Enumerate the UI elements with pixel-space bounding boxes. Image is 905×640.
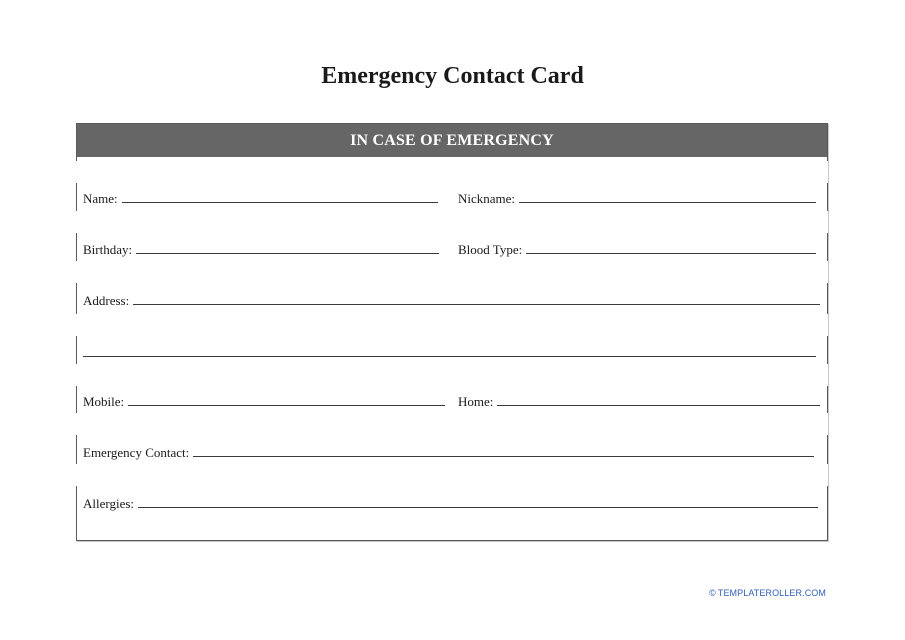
name-label: Name: [83, 191, 118, 206]
birthday-field[interactable] [83, 242, 439, 258]
mobile-field[interactable] [83, 394, 445, 410]
birthday-line[interactable] [136, 243, 439, 254]
name-line[interactable] [122, 192, 438, 203]
card-header: IN CASE OF EMERGENCY [77, 124, 827, 157]
birthday-label: Birthday: [83, 242, 133, 257]
footer-link[interactable]: TEMPLATEROLLER.COM [717, 588, 826, 598]
address-field[interactable] [83, 293, 820, 309]
blood-type-field[interactable] [458, 242, 816, 258]
allergies-field[interactable] [83, 496, 818, 512]
blood-type-label: Blood Type: [458, 242, 523, 257]
address-label: Address: [83, 293, 130, 308]
home-line[interactable] [497, 395, 820, 406]
nickname-line[interactable] [519, 192, 816, 203]
emergency-contact-line[interactable] [193, 446, 814, 457]
blood-type-line[interactable] [526, 243, 816, 254]
footer-credit[interactable] [709, 588, 826, 598]
home-label: Home: [458, 394, 494, 409]
address-line-2[interactable] [83, 346, 816, 357]
emergency-card [76, 123, 828, 541]
mobile-line[interactable] [128, 395, 445, 406]
address-line[interactable] [133, 294, 820, 305]
nickname-field[interactable] [458, 191, 816, 207]
allergies-line[interactable] [138, 497, 818, 508]
allergies-label: Allergies: [83, 496, 135, 511]
copyright-icon: © [709, 588, 716, 598]
nickname-label: Nickname: [458, 191, 516, 206]
address-line-2-field[interactable] [83, 346, 816, 357]
name-field[interactable] [83, 191, 438, 207]
mobile-label: Mobile: [83, 394, 125, 409]
page-title: Emergency Contact Card [321, 63, 584, 89]
emergency-contact-label: Emergency Contact: [83, 445, 190, 460]
home-field[interactable] [458, 394, 820, 410]
emergency-contact-field[interactable] [83, 445, 814, 461]
